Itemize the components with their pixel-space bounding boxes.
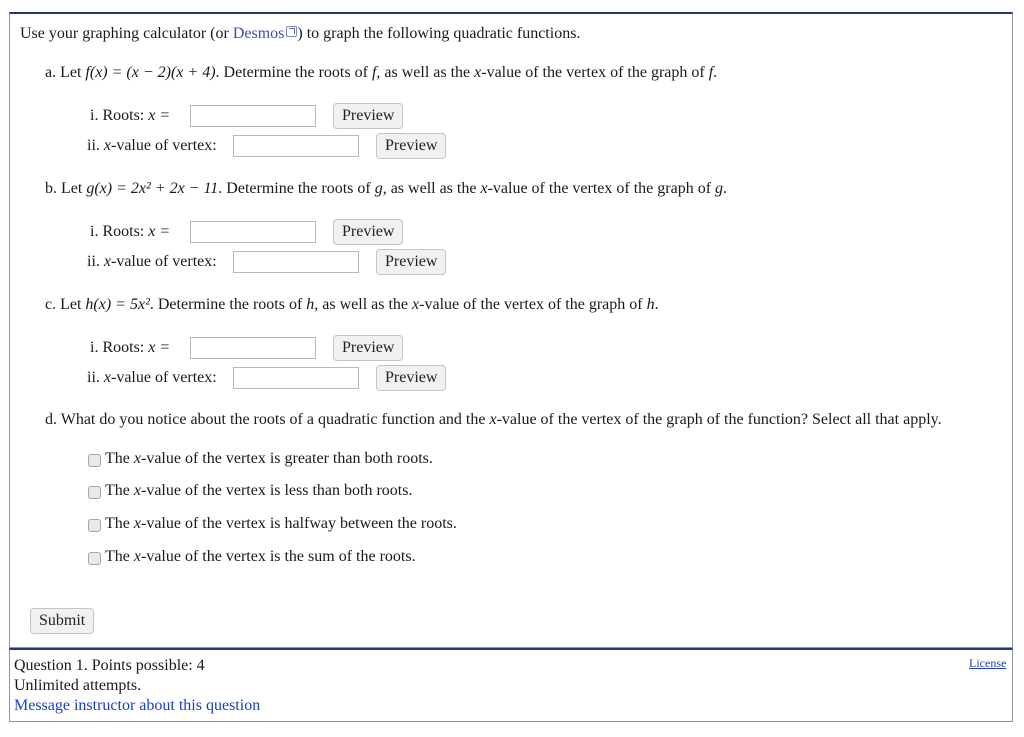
option-4-checkbox[interactable] bbox=[88, 552, 101, 565]
external-link-icon[interactable] bbox=[286, 26, 297, 37]
part-b-prompt: b. Let g(x) = 2x² + 2x − 11. Determine the roots of g, as well as the x-value of the vertex of the graph of g. bbox=[45, 180, 728, 197]
intro-text bbox=[20, 25, 580, 43]
part-a-prompt: a. Let f(x) = (x − 2)(x + 4). Determine the roots of f, as well as the x-value of the vertex of the graph of f. bbox=[45, 64, 718, 81]
part-d-prompt: d. What do you notice about the roots of a quadratic function and the x-value of the vertex of the graph of the function? Select all that apply. bbox=[45, 411, 942, 428]
part-c-vertex-input[interactable] bbox=[233, 367, 359, 389]
desmos-link[interactable]: Desmos bbox=[232, 25, 285, 42]
option-1-label[interactable]: The x-value of the vertex is greater than both roots. bbox=[105, 450, 433, 467]
part-a-vertex-preview-button[interactable]: Preview bbox=[376, 133, 446, 159]
option-4-label[interactable]: The x-value of the vertex is the sum of the roots. bbox=[105, 548, 416, 565]
part-b-roots-label: i. Roots: x = bbox=[90, 223, 171, 240]
part-c-vertex-preview-button[interactable]: Preview bbox=[376, 365, 446, 391]
attempts-text: Unlimited attempts. bbox=[14, 677, 142, 694]
part-a-roots-label: i. Roots: x = bbox=[90, 107, 171, 124]
option-2-checkbox[interactable] bbox=[88, 486, 101, 499]
part-a-function: f(x) = (x − 2)(x + 4) bbox=[85, 64, 216, 81]
part-a-vertex-input[interactable] bbox=[233, 135, 359, 157]
part-a-roots-preview-button[interactable]: Preview bbox=[333, 103, 403, 129]
part-b-roots-input[interactable] bbox=[190, 221, 316, 243]
part-b-vertex-label: ii. x-value of vertex: bbox=[87, 253, 217, 270]
part-c-roots-label: i. Roots: x = bbox=[90, 339, 171, 356]
part-a-vertex-label: ii. x-value of vertex: bbox=[87, 137, 217, 154]
points-text: Question 1. Points possible: 4 bbox=[14, 657, 205, 674]
option-2-label[interactable]: The x-value of the vertex is less than both roots. bbox=[105, 482, 413, 499]
intro-after: ) to graph the following quadratic functions. bbox=[297, 25, 581, 42]
part-c-prompt: c. Let h(x) = 5x². Determine the roots of h, as well as the x-value of the vertex of the graph of h. bbox=[45, 296, 659, 313]
part-c-roots-preview-button[interactable]: Preview bbox=[333, 335, 403, 361]
option-1-checkbox[interactable] bbox=[88, 454, 101, 467]
part-b-vertex-preview-button[interactable]: Preview bbox=[376, 249, 446, 275]
part-b-roots-preview-button[interactable]: Preview bbox=[333, 219, 403, 245]
part-b-vertex-input[interactable] bbox=[233, 251, 359, 273]
part-c-roots-input[interactable] bbox=[190, 337, 316, 359]
option-3-checkbox[interactable] bbox=[88, 519, 101, 532]
part-a-roots-input[interactable] bbox=[190, 105, 316, 127]
submit-button[interactable]: Submit bbox=[30, 608, 94, 634]
part-c-function: h(x) = 5x² bbox=[85, 296, 150, 313]
part-b-function: g(x) = 2x² + 2x − 11 bbox=[86, 180, 219, 197]
part-c-vertex-label: ii. x-value of vertex: bbox=[87, 369, 217, 386]
option-3-label[interactable]: The x-value of the vertex is halfway between the roots. bbox=[105, 515, 457, 532]
message-instructor-link[interactable]: Message instructor about this question bbox=[14, 697, 261, 714]
license-link[interactable]: License bbox=[969, 656, 1007, 670]
intro-before: Use your graphing calculator (or bbox=[20, 25, 233, 42]
